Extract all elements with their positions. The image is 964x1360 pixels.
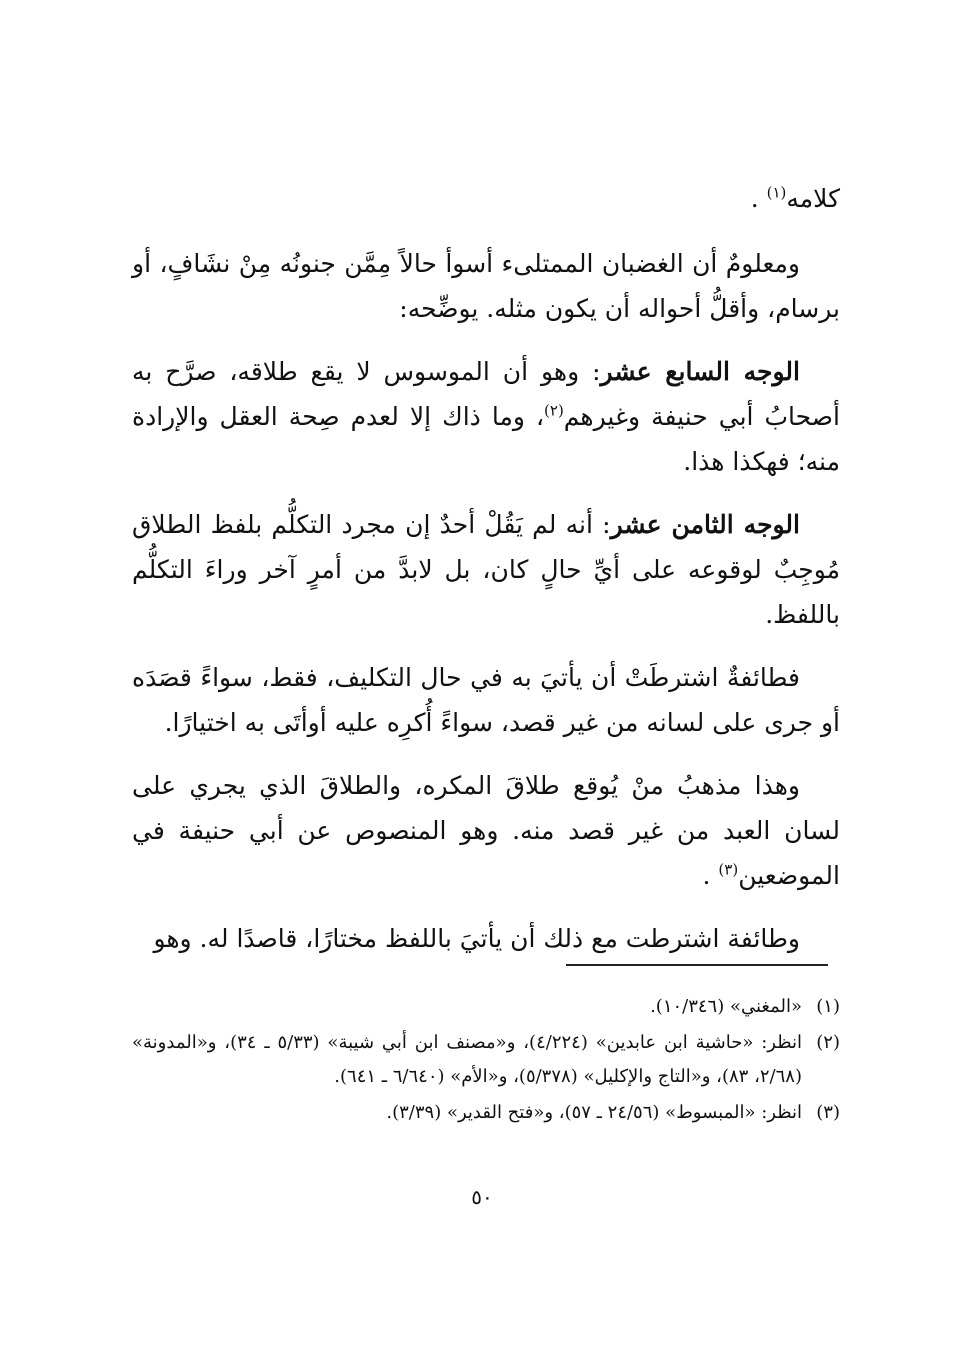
paragraph-text: : وهو أن الموسوس لا يقع طلاقه، صرَّح به أصحابُ أبي حنيفة وغيرهم xyxy=(132,357,840,431)
footnote-number: (٢) xyxy=(816,1032,840,1053)
footnote-3 xyxy=(132,1096,840,1130)
footnote-number: (١) xyxy=(816,996,840,1017)
paragraph-3 xyxy=(132,349,840,484)
footnote-number: (٣) xyxy=(816,1102,840,1123)
paragraph-7 xyxy=(132,916,840,961)
footnote-1 xyxy=(132,990,840,1024)
footnote-2 xyxy=(132,1026,840,1094)
paragraph-6 xyxy=(132,763,840,898)
paragraph-text: وهذا مذهبُ منْ يُوقع طلاقَ المكره، والطلاقَ الذي يجري على لسان العبد من غير قصد منه. وهو المنصوص عن أبي حنيفة في الموضعين xyxy=(132,771,840,890)
paragraph-tail: ، وما ذاك إلا لعدم صِحة العقل والإرادة منه؛ فهكذا هذا. xyxy=(132,402,840,476)
footnote-text: «المغني» (١٠/٣٤٦). xyxy=(650,996,802,1017)
section-heading-18: الوجه الثامن عشر xyxy=(610,510,800,539)
paragraph-text: كلامه xyxy=(786,184,840,213)
paragraph-tail: . xyxy=(702,861,719,890)
footnote-ref-2: (٢) xyxy=(544,401,564,420)
paragraph-4 xyxy=(132,502,840,637)
paragraph-1 xyxy=(132,176,840,221)
paragraph-text: ومعلومٌ أن الغضبان الممتلىء أسوأ حالاً مِمَّن جنونُه مِنْ نشَافٍ، أو برسام، وأقلُّ أحواله أن يكون مثله. يوضِّحه: xyxy=(132,249,840,323)
footnote-text: انظر: «المبسوط» (٢٤/٥٦ ـ ٥٧)، و«فتح القدير» (٣/٣٩). xyxy=(386,1102,802,1123)
main-text xyxy=(132,176,840,979)
footnote-ref-3: (٣) xyxy=(718,860,739,879)
paragraph-text: فطائفةٌ اشترطَتْ أن يأتيَ به في حال التكليف، فقط، سواءً قصَدَه أو جرى على لسانه من غير قصد، سواءً أُكرِه عليه أوأتَى به اختيارًا. xyxy=(132,663,840,737)
footnote-separator xyxy=(566,964,828,966)
section-heading-17: الوجه السابع عشر xyxy=(600,357,800,386)
footnote-text: انظر: «حاشية ابن عابدين» (٤/٢٢٤)، و«مصنف ابن أبي شيبة» (٥/٣٣ ـ ٣٤)، و«المدونة» (٢/٦٨، ٨٣)، و«التاج والإكليل» (٥/٣٧٨)، و«الأم» (٦/٦٤٠ ـ ٦٤١). xyxy=(132,1032,803,1087)
page-number: ٥٠ xyxy=(471,1185,493,1209)
paragraph-text: : أنه لم يَقُلْ أحدٌ إن مجرد التكلُّم بلفظ الطلاق مُوجِبٌ لوقوعه على أيِّ حالٍ كان، بل لابدَّ من أمرٍ آخر وراءَ التكلُّم باللفظ. xyxy=(132,510,840,629)
paragraph-5 xyxy=(132,655,840,745)
footnotes xyxy=(132,990,840,1132)
paragraph-2 xyxy=(132,241,840,331)
footnote-ref-1: (١) xyxy=(766,183,787,202)
paragraph-text: وطائفة اشترطت مع ذلك أن يأتيَ باللفظ مختارًا، قاصدًا له. وهو xyxy=(153,924,800,953)
paragraph-tail: . xyxy=(750,184,767,213)
